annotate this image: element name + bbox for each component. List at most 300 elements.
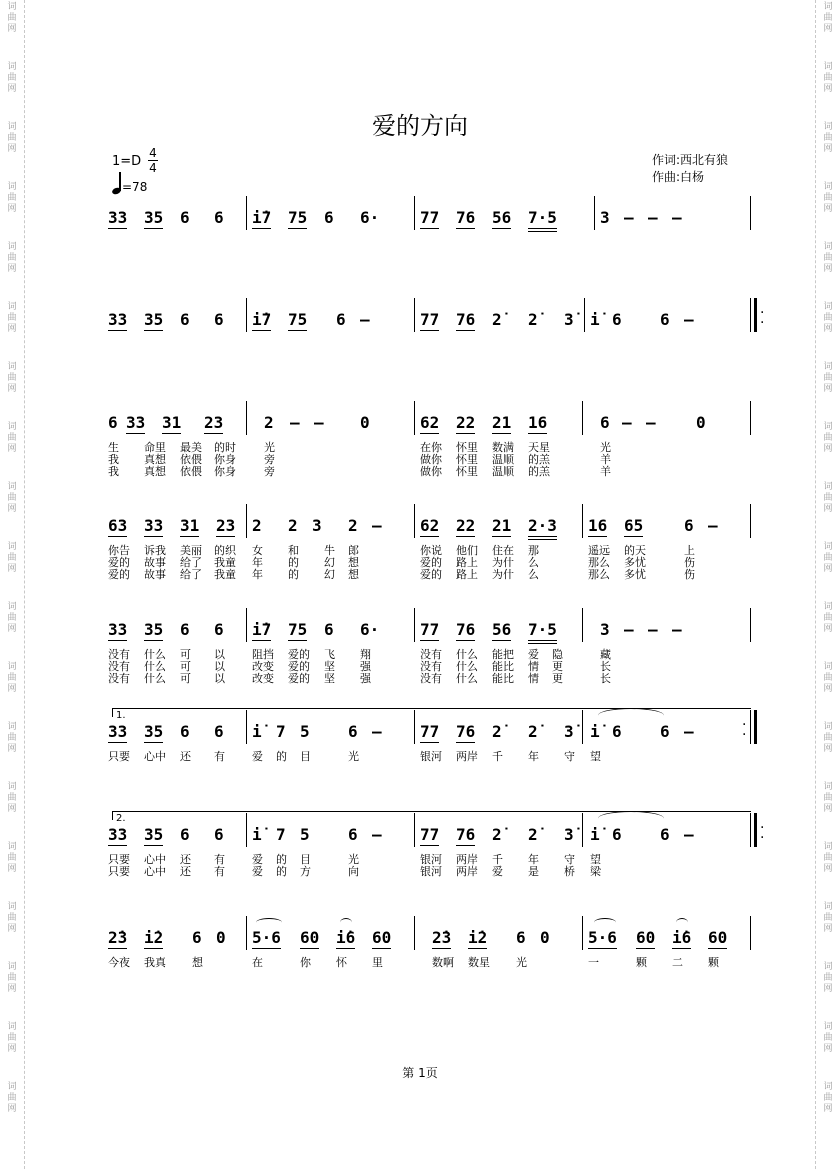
note-token: 2·3 <box>528 516 557 540</box>
lyric-word: 一 <box>588 956 599 969</box>
score-row <box>0 516 840 626</box>
watermark-char: 词 <box>823 662 833 672</box>
note-token: 23 <box>216 516 236 535</box>
bar-line <box>414 298 415 332</box>
watermark-char: 网 <box>823 1104 833 1114</box>
lyric-word: 能比 <box>492 672 514 685</box>
lyric-word: 只要 <box>108 750 130 763</box>
watermark-char: 网 <box>823 384 833 394</box>
lyric-word: 你身 <box>214 453 236 466</box>
note-token: 6 <box>180 620 190 639</box>
note-token: 3 <box>312 516 322 535</box>
lyric-word: 我真 <box>144 956 166 969</box>
bar-line <box>414 608 415 642</box>
watermark-char: 网 <box>823 984 833 994</box>
lyric-word: 为什 <box>492 556 514 569</box>
lyric-word: 路上 <box>456 556 478 569</box>
watermark-char: 网 <box>7 564 17 574</box>
watermark-char: 词 <box>823 962 833 972</box>
watermark-char: 词 <box>7 842 17 852</box>
watermark-char: 曲 <box>823 313 833 323</box>
lyric-word: 爱的 <box>108 556 130 569</box>
lyric-word: 心中 <box>144 853 166 866</box>
lyric-word: 爱 <box>252 865 263 878</box>
watermark-char: 网 <box>823 204 833 214</box>
lyric-word: 光 <box>348 853 359 866</box>
lyric-word: 是 <box>528 865 539 878</box>
bar-line-final <box>754 813 757 847</box>
watermark-char: 网 <box>823 324 833 334</box>
lyric-word: 我 <box>108 465 119 478</box>
lyric-word: 阻挡 <box>252 648 274 661</box>
note-token: 75 <box>288 620 308 639</box>
lyric-word: 情 <box>528 672 539 685</box>
note-token: i̇ <box>590 310 600 329</box>
note-token: 6 <box>612 825 622 844</box>
watermark-char: 网 <box>7 624 17 634</box>
bar-line <box>414 916 415 950</box>
score-row <box>0 413 840 523</box>
watermark-char: 词 <box>823 782 833 792</box>
bar-line <box>246 710 247 744</box>
lyric-word: 更 <box>552 660 563 673</box>
lyric-word: 银河 <box>420 865 442 878</box>
note-token: – <box>624 208 634 227</box>
watermark-char: 网 <box>7 804 17 814</box>
note-token: 2̇ <box>492 310 502 329</box>
watermark-char: 词 <box>823 422 833 432</box>
lyric-word: 做你 <box>420 465 442 478</box>
watermark-char: 曲 <box>7 553 17 563</box>
lyric-word: 两岸 <box>456 750 478 763</box>
bar-line <box>582 916 583 950</box>
lyric-word: 的 <box>288 556 299 569</box>
bar-line <box>582 813 583 847</box>
lyric-word: 我童 <box>214 556 236 569</box>
note-token: 2̇ <box>528 310 538 329</box>
lyric-word: 命里 <box>144 441 166 454</box>
quarter-note-icon <box>112 172 122 194</box>
note-token: 33 <box>144 516 164 535</box>
bar-line <box>750 813 751 847</box>
lyric-word: 温顺 <box>492 465 514 478</box>
lyric-word: 爱 <box>252 750 263 763</box>
note-token: 33 <box>108 310 128 329</box>
note-token: 31 <box>180 516 200 535</box>
watermark-char: 词 <box>7 122 17 132</box>
lyric-word: 年 <box>528 750 539 763</box>
note-token: 75 <box>288 310 308 329</box>
lyric-word: 你 <box>300 956 311 969</box>
watermark-char: 词 <box>7 1022 17 1032</box>
lyric-word: 心中 <box>144 865 166 878</box>
lyric-word: 更 <box>552 672 563 685</box>
watermark-char: 词 <box>823 842 833 852</box>
note-token: i̇6 <box>672 928 692 947</box>
lyric-word: 多忧 <box>624 556 646 569</box>
note-token: – <box>648 208 658 227</box>
note-token: 6 <box>180 722 190 741</box>
lyric-word: 光 <box>600 441 611 454</box>
lyric-word: 二 <box>672 956 683 969</box>
lyric-word: 诉我 <box>144 544 166 557</box>
lyric-word: 爱 <box>252 853 263 866</box>
note-token: 22 <box>456 516 476 535</box>
watermark-char: 曲 <box>7 613 17 623</box>
note-token: i̇7 <box>252 620 272 639</box>
lyric-word: 没有 <box>108 672 130 685</box>
note-token: i̇ <box>252 825 262 844</box>
note-token: 7·5 <box>528 620 557 644</box>
note-token: 7 <box>276 825 286 844</box>
note-token: i̇7 <box>252 208 272 227</box>
note-token: 6 <box>684 516 694 535</box>
note-token: – <box>646 413 656 432</box>
watermark-char: 网 <box>7 684 17 694</box>
lyric-word: 他们 <box>456 544 478 557</box>
note-token: 6 <box>516 928 526 947</box>
lyric-word: 羊 <box>600 453 611 466</box>
watermark-char: 网 <box>7 444 17 454</box>
watermark-char: 词 <box>823 122 833 132</box>
volta-label: 2. <box>116 813 126 824</box>
note-token: – <box>290 413 300 432</box>
lyric-word: 住在 <box>492 544 514 557</box>
note-token: 35 <box>144 310 164 329</box>
note-token: 3̇ <box>564 825 574 844</box>
watermark-char: 词 <box>7 362 17 372</box>
lyric-word: 长 <box>600 672 611 685</box>
bar-line <box>582 504 583 538</box>
lyric-word: 银河 <box>420 853 442 866</box>
lyric-word: 方 <box>300 865 311 878</box>
lyric-word: 的 <box>288 568 299 581</box>
lyric-word: 没有 <box>420 672 442 685</box>
note-token: 0 <box>696 413 706 432</box>
lyric-word: 梁 <box>590 865 601 878</box>
lyric-word: 旁 <box>264 465 275 478</box>
watermark-char: 词 <box>823 542 833 552</box>
watermark-char: 曲 <box>7 133 17 143</box>
watermark-char: 词 <box>7 422 17 432</box>
watermark-char: 曲 <box>7 913 17 923</box>
note-token: 33 <box>108 722 128 741</box>
lyric-word: 还 <box>180 750 191 763</box>
watermark-char: 网 <box>7 264 17 274</box>
lyric-word: 年 <box>252 568 263 581</box>
watermark-char: 词 <box>823 362 833 372</box>
note-token: 33 <box>108 208 128 227</box>
watermark-char: 网 <box>7 864 17 874</box>
note-token: 3̇ <box>564 722 574 741</box>
note-token: 2̇ <box>528 825 538 844</box>
repeat-dots: · · <box>760 305 765 331</box>
lyric-word: 光 <box>348 750 359 763</box>
watermark-char: 词 <box>823 242 833 252</box>
note-token: 6 <box>214 620 224 639</box>
watermark-char: 词 <box>7 182 17 192</box>
watermark-char: 网 <box>7 984 17 994</box>
note-token: 2̇3 <box>108 928 128 947</box>
watermark-char: 词 <box>7 482 17 492</box>
lyric-word: 的时 <box>214 441 236 454</box>
note-token: 3 <box>600 620 610 639</box>
lyric-word: 有 <box>214 853 225 866</box>
watermark-char: 曲 <box>7 193 17 203</box>
note-token: – <box>314 413 324 432</box>
note-token: 33 <box>126 413 146 432</box>
watermark-char: 曲 <box>823 673 833 683</box>
lyric-word: 还 <box>180 865 191 878</box>
lyric-word: 情 <box>528 660 539 673</box>
note-token: 3̇ <box>564 310 574 329</box>
bar-line <box>414 710 415 744</box>
watermark-char: 网 <box>823 24 833 34</box>
note-token: 2 <box>252 516 262 535</box>
watermark-char: 词 <box>7 302 17 312</box>
watermark-char: 网 <box>7 384 17 394</box>
slur-mark <box>598 708 664 723</box>
lyric-word: 的羔 <box>528 453 550 466</box>
note-token: i̇2 <box>144 928 164 947</box>
lyric-word: 天星 <box>528 441 550 454</box>
lyric-word: 能比 <box>492 660 514 673</box>
watermark-char: 曲 <box>7 13 17 23</box>
watermark-char: 曲 <box>7 973 17 983</box>
lyric-word: 千 <box>492 853 503 866</box>
note-token: 56 <box>492 208 512 227</box>
note-token: 0 <box>216 928 226 947</box>
watermark-char: 曲 <box>823 493 833 503</box>
watermark-char: 词 <box>823 182 833 192</box>
note-token: 35 <box>144 620 164 639</box>
bar-line <box>246 298 247 332</box>
lyric-word: 怀里 <box>456 465 478 478</box>
lyric-word: 旁 <box>264 453 275 466</box>
time-signature-numerator: 4 <box>149 146 157 160</box>
lyric-word: 什么 <box>144 672 166 685</box>
lyric-word: 牛 <box>324 544 335 557</box>
repeat-dots: · · <box>760 820 765 846</box>
note-token: 5·6 <box>252 928 281 947</box>
watermark-char: 网 <box>823 504 833 514</box>
lyric-word: 心中 <box>144 750 166 763</box>
note-token: 6 <box>180 208 190 227</box>
lyric-word: 颗 <box>636 956 647 969</box>
note-token: 6 <box>214 310 224 329</box>
watermark-group <box>0 62 24 95</box>
watermark-char: 词 <box>823 722 833 732</box>
watermark-char: 曲 <box>7 793 17 803</box>
bar-line <box>246 196 247 230</box>
tempo-value: =78 <box>122 180 148 194</box>
lyric-word: 年 <box>528 853 539 866</box>
lyric-word: 有 <box>214 865 225 878</box>
lyric-word: 爱的 <box>288 672 310 685</box>
note-token: – <box>624 620 634 639</box>
lyric-word: 给了 <box>180 568 202 581</box>
lyric-word: 以 <box>214 648 225 661</box>
lyric-word: 翔 <box>360 648 371 661</box>
lyric-word: 伤 <box>684 568 695 581</box>
lyric-word: 数啊 <box>432 956 454 969</box>
watermark-char: 曲 <box>823 1033 833 1043</box>
lyric-word: 光 <box>516 956 527 969</box>
lyric-word: 怀 <box>336 956 347 969</box>
lyric-word: 千 <box>492 750 503 763</box>
watermark-char: 曲 <box>823 373 833 383</box>
note-token: 5 <box>300 825 310 844</box>
lyric-word: 幻 <box>324 556 335 569</box>
note-token: 6 <box>612 722 622 741</box>
watermark-char: 网 <box>823 264 833 274</box>
watermark-char: 曲 <box>7 253 17 263</box>
bar-line <box>246 916 247 950</box>
lyric-word: 依偎 <box>180 453 202 466</box>
lyric-word: 怀里 <box>456 453 478 466</box>
note-token: 21 <box>492 516 512 535</box>
watermark-char: 词 <box>7 782 17 792</box>
note-token: 6 <box>612 310 622 329</box>
lyric-word: 守 <box>564 853 575 866</box>
lyric-word: 的 <box>276 853 287 866</box>
note-token: i̇7 <box>252 310 272 329</box>
time-signature-denominator: 4 <box>149 161 157 175</box>
lyric-word: 真想 <box>144 465 166 478</box>
lyric-word: 可 <box>180 660 191 673</box>
bar-line <box>750 401 751 435</box>
lyric-word: 没有 <box>108 660 130 673</box>
lyric-word: 那么 <box>588 568 610 581</box>
watermark-char: 网 <box>823 684 833 694</box>
note-token: 22 <box>456 413 476 432</box>
lyric-word: 伤 <box>684 556 695 569</box>
bar-line <box>246 401 247 435</box>
lyric-word: 爱的 <box>288 648 310 661</box>
lyric-word: 目 <box>300 750 311 763</box>
lyric-word: 依偎 <box>180 465 202 478</box>
watermark-char: 词 <box>823 602 833 612</box>
lyric-word: 在你 <box>420 441 442 454</box>
note-token: 33 <box>108 620 128 639</box>
lyric-word: 那么 <box>588 556 610 569</box>
bar-line <box>414 196 415 230</box>
watermark-char: 曲 <box>7 73 17 83</box>
note-token: 77 <box>420 310 440 329</box>
watermark-char: 曲 <box>823 733 833 743</box>
watermark-group <box>0 2 24 35</box>
watermark-char: 曲 <box>7 1033 17 1043</box>
bar-line <box>582 401 583 435</box>
watermark-char: 曲 <box>823 853 833 863</box>
lyric-word: 能把 <box>492 648 514 661</box>
watermark-char: 词 <box>7 242 17 252</box>
lyric-word: 怀里 <box>456 441 478 454</box>
bar-line <box>414 401 415 435</box>
lyric-word: 和 <box>288 544 299 557</box>
lyric-word: 没有 <box>420 660 442 673</box>
score-row <box>0 208 840 318</box>
bar-line <box>584 298 585 332</box>
song-title: 爱的方向 <box>372 112 468 140</box>
watermark-char: 网 <box>823 804 833 814</box>
lyric-word: 想 <box>192 956 203 969</box>
note-token: – <box>672 620 682 639</box>
note-token: 6 <box>324 208 334 227</box>
composer: 作曲:白杨 <box>652 170 705 184</box>
lyric-word: 什么 <box>144 660 166 673</box>
lyric-word: 遥远 <box>588 544 610 557</box>
lyric-word: 数星 <box>468 956 490 969</box>
note-token: 2̇3 <box>432 928 452 947</box>
lyric-word: 多忧 <box>624 568 646 581</box>
volta-label: 1. <box>116 710 126 721</box>
watermark-char: 网 <box>823 444 833 454</box>
lyric-word: 在 <box>252 956 263 969</box>
lyric-word: 没有 <box>420 648 442 661</box>
lyric-word: 有 <box>214 750 225 763</box>
lyric-word: 故事 <box>144 556 166 569</box>
note-token: 63 <box>108 516 128 535</box>
watermark-char: 网 <box>7 24 17 34</box>
watermark-char: 词 <box>823 62 833 72</box>
bar-line <box>414 504 415 538</box>
watermark-char: 曲 <box>823 913 833 923</box>
note-token: 6 <box>660 825 670 844</box>
lyric-word: 今夜 <box>108 956 130 969</box>
lyric-word: 什么 <box>456 660 478 673</box>
note-token: 56 <box>492 620 512 639</box>
watermark-char: 曲 <box>823 13 833 23</box>
lyric-word: 女 <box>252 544 263 557</box>
lyric-word: 你说 <box>420 544 442 557</box>
note-token: 7·5 <box>528 208 557 232</box>
note-token: – <box>684 722 694 741</box>
note-token: 2 <box>288 516 298 535</box>
watermark-char: 曲 <box>7 733 17 743</box>
lyric-word: 爱 <box>492 865 503 878</box>
watermark-group <box>0 1082 24 1115</box>
watermark-char: 网 <box>823 1044 833 1054</box>
note-token: 6 <box>660 722 670 741</box>
watermark-char: 网 <box>7 924 17 934</box>
note-token: 2 <box>348 516 358 535</box>
note-token: 77 <box>420 620 440 639</box>
bar-line <box>750 298 751 332</box>
note-token: 21 <box>492 413 512 432</box>
note-token: i̇ <box>590 722 600 741</box>
bar-line <box>582 608 583 642</box>
watermark-char: 曲 <box>823 253 833 263</box>
time-signature <box>146 146 160 175</box>
note-token: 65 <box>624 516 644 535</box>
note-token: – <box>360 310 370 329</box>
lyric-word: 美丽 <box>180 544 202 557</box>
note-token: 77 <box>420 722 440 741</box>
note-token: 5·6 <box>588 928 617 947</box>
watermark-char: 网 <box>7 744 17 754</box>
lyric-word: 守 <box>564 750 575 763</box>
lyric-word: 什么 <box>144 648 166 661</box>
watermark-char: 网 <box>7 204 17 214</box>
lyric-word: 飞 <box>324 648 335 661</box>
note-token: 75 <box>288 208 308 227</box>
watermark-char: 曲 <box>823 73 833 83</box>
watermark-group <box>816 2 840 35</box>
lyric-word: 银河 <box>420 750 442 763</box>
repeat-dots: · · <box>742 717 747 743</box>
note-token: 35 <box>144 825 164 844</box>
